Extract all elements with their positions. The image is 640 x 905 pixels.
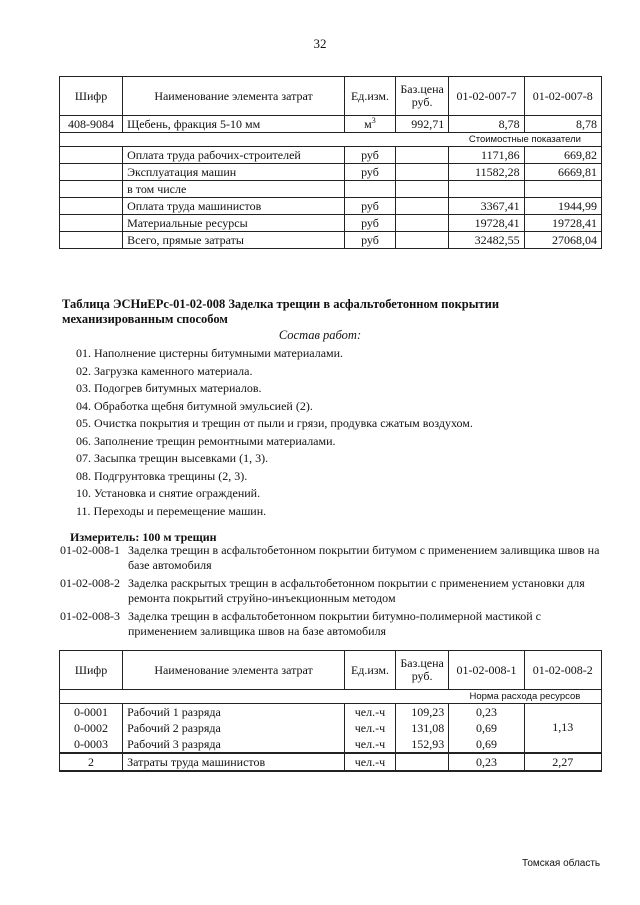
cell-name: Эксплуатация машин bbox=[123, 164, 345, 181]
cell-unit: чел.-ч bbox=[345, 704, 396, 721]
cell-name: Рабочий 2 разряда bbox=[123, 720, 345, 736]
cell-unit: руб bbox=[345, 164, 396, 181]
cell-value-2: 19728,41 bbox=[524, 215, 601, 232]
header-code: Шифр bbox=[60, 651, 123, 690]
section-label: Стоимостные показатели bbox=[449, 133, 602, 147]
table-row bbox=[60, 753, 602, 771]
cell-empty bbox=[60, 147, 123, 164]
cell-v2: 2,27 bbox=[524, 753, 601, 771]
cell-v2 bbox=[524, 704, 601, 721]
cell-unit: чел.-ч bbox=[345, 720, 396, 736]
cell-value-2: 1944,99 bbox=[524, 198, 601, 215]
measure-unit: Измеритель: 100 м трещин bbox=[70, 530, 217, 544]
table-row bbox=[60, 164, 602, 181]
cell-unit: $м^3$ bbox=[345, 116, 396, 133]
cell-value-2: 6669,81 bbox=[524, 164, 601, 181]
code-list bbox=[60, 543, 605, 642]
cell-name: Оплата труда машинистов bbox=[123, 198, 345, 215]
cost-rows bbox=[60, 147, 602, 249]
cell-unit: руб bbox=[345, 147, 396, 164]
cell-value-2: 669,82 bbox=[524, 147, 601, 164]
cell-empty bbox=[395, 232, 448, 249]
cell-price: 131,08 bbox=[395, 720, 448, 736]
list-item: 01. Наполнение цистерны битумными материалами. bbox=[76, 346, 344, 360]
cell-value-1: 1171,86 bbox=[449, 147, 524, 164]
list-item: 10. Установка и снятие ограждений. bbox=[76, 486, 261, 500]
cell-unit: чел.-ч bbox=[345, 753, 396, 771]
cell-empty bbox=[60, 215, 123, 232]
cell-price: 992,71 bbox=[395, 116, 448, 133]
cell-name: Всего, прямые затраты bbox=[123, 232, 345, 249]
header-col-1: 01-02-007-7 bbox=[449, 77, 524, 116]
cell-code: 2 bbox=[60, 753, 123, 771]
header-code: Шифр bbox=[60, 77, 123, 116]
cell-code: 408-9084 bbox=[60, 116, 123, 133]
code-description: Заделка трещин в асфальтобетонном покрытии битумом с применением заливщика швов на базе автомобиля bbox=[128, 543, 600, 572]
cell-empty bbox=[395, 181, 448, 198]
section-label: Норма расхода ресурсов bbox=[449, 690, 602, 704]
cell-price: 152,93 bbox=[395, 736, 448, 753]
header-col-1: 01-02-008-1 bbox=[449, 651, 524, 690]
cell-unit: руб bbox=[345, 198, 396, 215]
cell-code: 0-0001 bbox=[60, 704, 123, 721]
table-row bbox=[60, 198, 602, 215]
code-item bbox=[60, 576, 605, 605]
cell-unit: руб bbox=[345, 232, 396, 249]
section-label-row bbox=[60, 690, 602, 704]
footer-region: Томская область bbox=[522, 858, 601, 869]
section-subtitle: Состав работ: bbox=[278, 328, 362, 342]
cell-name: Щебень, фракция 5-10 мм bbox=[123, 116, 345, 133]
list-item: 03. Подогрев битумных материалов. bbox=[76, 381, 262, 395]
section-label-row bbox=[60, 133, 602, 147]
cell-v1: 0,69 bbox=[449, 720, 524, 736]
table-row bbox=[60, 147, 602, 164]
header-unit: Ед.изм. bbox=[345, 77, 396, 116]
header-col-2: 01-02-007-8 bbox=[524, 77, 601, 116]
cell-value-2: 27068,04 bbox=[524, 232, 601, 249]
cell-empty bbox=[395, 164, 448, 181]
cell-price: 109,23 bbox=[395, 704, 448, 721]
header-name: Наименование элемента затрат bbox=[123, 77, 345, 116]
cell-empty bbox=[60, 164, 123, 181]
code-id: 01-02-008-3 bbox=[60, 609, 120, 623]
cell-value-1: 19728,41 bbox=[449, 215, 524, 232]
code-id: 01-02-008-1 bbox=[60, 543, 120, 557]
table-header bbox=[60, 651, 602, 690]
cell-v1: 0,23 bbox=[449, 753, 524, 771]
cell-name: Затраты труда машинистов bbox=[123, 753, 345, 771]
table-row bbox=[60, 116, 602, 133]
header-price: Баз.цена руб. bbox=[395, 77, 448, 116]
list-item: 05. Очистка покрытия и трещин от пыли и грязи, продувка сжатым воздухом. bbox=[76, 416, 473, 430]
cell-v1: 0,69 bbox=[449, 736, 524, 753]
cell-v2: 1,13 bbox=[524, 720, 601, 736]
resource-table-008 bbox=[59, 650, 602, 772]
cell-name: Рабочий 3 разряда bbox=[123, 736, 345, 753]
list-item: 11. Переходы и перемещение машин. bbox=[76, 503, 267, 518]
cell-name: Материальные ресурсы bbox=[123, 215, 345, 232]
cell-unit bbox=[345, 181, 396, 198]
table-row bbox=[60, 720, 602, 736]
list-item: 07. Засыпка трещин высевками (1, 3). bbox=[76, 451, 269, 465]
page-number: 32 bbox=[313, 36, 327, 51]
cell-empty bbox=[395, 215, 448, 232]
cell-code: 0-0002 bbox=[60, 720, 123, 736]
section-title: Таблица ЭСНиЕРс-01-02-008 Заделка трещин в асфальтобетонном покрытии механизированным способом bbox=[62, 297, 500, 326]
code-item bbox=[60, 609, 605, 638]
cell-empty bbox=[395, 198, 448, 215]
code-description: Заделка трещин в асфальтобетонном покрытии битумно-полимерной мастикой с применением заливщика швов на базе автомобиля bbox=[128, 609, 541, 638]
cell-v2 bbox=[524, 736, 601, 753]
cell-name: Рабочий 1 разряда bbox=[123, 704, 345, 721]
cell-empty bbox=[60, 181, 123, 198]
list-item: 02. Загрузка каменного материала. bbox=[76, 363, 253, 378]
cell-empty bbox=[60, 198, 123, 215]
list-item: 08. Подгрунтовка трещины (2, 3). bbox=[76, 468, 248, 483]
cell-value-1: 8,78 bbox=[449, 116, 524, 133]
list-item: 04. Обработка щебня битумной эмульсией (2). bbox=[76, 398, 313, 413]
resource-rows bbox=[60, 704, 602, 772]
table-row bbox=[60, 215, 602, 232]
cell-price bbox=[395, 753, 448, 771]
cell-value-1: 11582,28 bbox=[449, 164, 524, 181]
list-item: 06. Заполнение трещин ремонтными материалами. bbox=[76, 433, 336, 448]
cell-unit: руб bbox=[345, 215, 396, 232]
cell-code: 0-0003 bbox=[60, 736, 123, 753]
header-name: Наименование элемента затрат bbox=[123, 651, 345, 690]
table-row bbox=[60, 736, 602, 753]
cell-empty bbox=[60, 232, 123, 249]
cell-value-2 bbox=[524, 181, 601, 198]
code-item bbox=[60, 543, 605, 572]
works-list bbox=[76, 345, 473, 520]
table-row bbox=[60, 181, 602, 198]
cell-v1: 0,23 bbox=[449, 704, 524, 721]
cell-value-2: 8,78 bbox=[524, 116, 601, 133]
cell-value-1 bbox=[449, 181, 524, 198]
table-row bbox=[60, 704, 602, 721]
cell-empty bbox=[395, 147, 448, 164]
header-col-2: 01-02-008-2 bbox=[524, 651, 601, 690]
cell-value-1: 32482,55 bbox=[449, 232, 524, 249]
cell-unit: чел.-ч bbox=[345, 736, 396, 753]
table-header bbox=[60, 77, 602, 116]
cost-table-007 bbox=[59, 76, 602, 249]
cell-value-1: 3367,41 bbox=[449, 198, 524, 215]
cell-name: в том числе bbox=[123, 181, 345, 198]
code-id: 01-02-008-2 bbox=[60, 576, 120, 590]
cell-name: Оплата труда рабочих-строителей bbox=[123, 147, 345, 164]
header-price: Баз.цена руб. bbox=[395, 651, 448, 690]
table-row bbox=[60, 232, 602, 249]
header-unit: Ед.изм. bbox=[345, 651, 396, 690]
code-description: Заделка раскрытых трещин в асфальтобетонном покрытии с применением установки для ремонта покрытий струйно-инъекционным методом bbox=[128, 576, 585, 605]
